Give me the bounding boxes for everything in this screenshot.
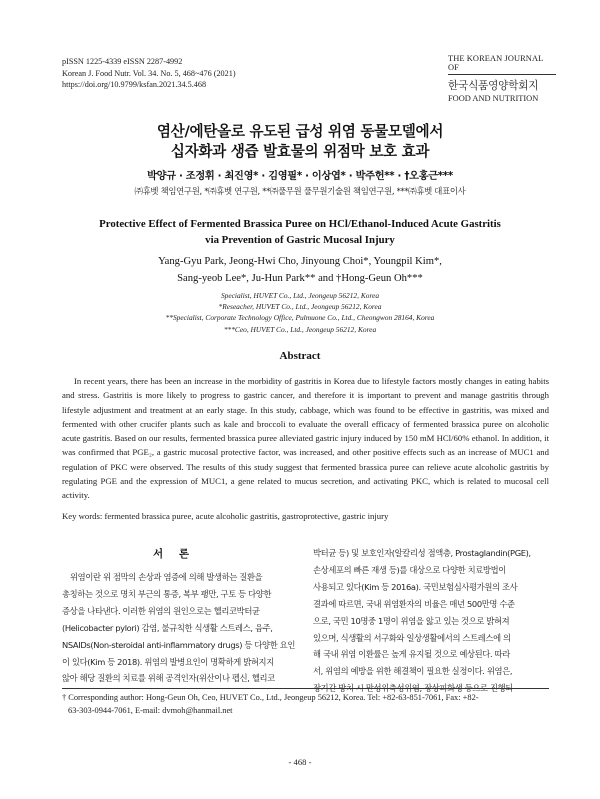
issn-line: pISSN 1225-4339 eISSN 2287-4992 (62, 57, 183, 66)
affiliation-line: Specialist, HUVET Co., Ltd., Jeongeup 56212, Korea (220, 291, 380, 300)
page-number: - 468 - (288, 757, 312, 767)
body-line: NSAIDs(Non-steroidal anti-inflammatory drugs) 등 다양한 요인 (62, 639, 295, 650)
introduction-left-column (62, 569, 297, 687)
english-authors (0, 253, 600, 287)
body-line: 결과에 따르면, 국내 위염환자의 비율은 매년 500만명 수준 (313, 598, 515, 609)
english-title (0, 216, 600, 248)
body-line: 서, 위염의 예방을 위한 해결책이 필요한 실정이다. 위염은, (313, 666, 513, 677)
journal-header-left (62, 56, 236, 91)
korean-authors: 박양규 · 조정휘 · 최진영* · 김영필* · 이상엽* · 박주헌** · †오홍근*** (147, 171, 453, 182)
introduction-right-column (313, 545, 551, 697)
korean-title-line2: 십자화과 생즙 발효물의 위점막 보호 효과 (170, 143, 430, 160)
body-line: 사용되고 있다(Kim 등 2016a). 국민보험심사평가원의 조사 (313, 581, 518, 592)
abstract-text: In recent years, there has been an increase in the morbidity of gastritis in Korea due to lifestyle factors mostly changes in eating habits and stress. Gastritis is more likely to progress to gastric cancer, and therefore it is important to prevent and manage gastritis through lifestyle adjustment and treatment at an early stage. In this study, cabbage, which was found to be effective in gastritis, was mixed and fermented with other crucifer plants such as kale and broccoli to evaluate the overall efficacy of fermented brassica puree on alcoholic acute gastritis. Based on our results, fermented brassica puree alleviated gastric injury induced by 150 mM HCl/60% ethanol. In addition, it was confirmed that PGE₂, a gastric mucosal protective factor, was increased, and other positive effects such as an increase of MUC1 and regulation of PKC were observed. The results of this study suggest that fermented brassica puree can relieve acute alcoholic gastritis by regulating PGE and the expression of MUC1, a gene related to mucus secretion, and activating PKC, which is related to mucosal cell activity. (62, 376, 549, 501)
introduction-heading: 서 론 (153, 548, 195, 560)
body-line: 않아 해당 질환의 치료를 위해 공격인자(위산이나 펩신, 헬리코 (62, 673, 275, 684)
korean-title-line1: 염산/에탄올로 유도된 급성 위염 동물모델에서 (156, 123, 444, 140)
journal-citation-line: Korean J. Food Nutr. Vol. 34. No. 5, 468~476 (2021) (62, 68, 236, 78)
body-line: 장기간 방치 시 만성위축성위염, 장상피화생 등으로 진행되 (313, 683, 513, 694)
abstract-body (62, 374, 549, 503)
english-title-line1: Protective Effect of Fermented Brassica Puree on HCl/Ethanol-Induced Acute Gastritis (99, 218, 501, 230)
abstract-heading: Abstract (279, 350, 321, 362)
korean-affiliation: ㈜휴벳 책임연구원, *㈜휴벳 연구원, **㈜풀무원 풀무원기술원 책임연구원, ***㈜휴벳 대표이사 (134, 186, 466, 196)
footnote-divider (62, 688, 549, 689)
english-affiliations (0, 290, 600, 335)
journal-name-top: THE KOREAN JOURNAL OF (448, 54, 556, 75)
body-line: 위염이란 위 점막의 손상과 염증에 의해 발생하는 질환을 (70, 572, 263, 582)
body-line: 박터균 등) 및 보호인자(알칼리성 점액층, Prostaglandin(PGE), (313, 548, 531, 558)
journal-name-bottom: FOOD AND NUTRITION (448, 94, 539, 103)
journal-name-korean: 한국식품영양학회지 (448, 80, 539, 92)
korean-title (0, 122, 600, 162)
corresponding-author-footnote (62, 691, 551, 717)
keywords: Key words: fermented brassica puree, acute alcoholic gastritis, gastroprotective, gastric injury (62, 511, 389, 521)
english-authors-line1: Yang-Gyu Park, Jeong-Hwi Cho, Jinyoung Choi*, Youngpil Kim*, (158, 256, 442, 267)
english-authors-line2: Sang-yeob Lee*, Ju-Hun Park** and †Hong-Geun Oh*** (177, 273, 423, 284)
body-line: 총칭하는 것으로 명치 부근의 통증, 복부 팽만, 구토 등 다양한 (62, 588, 272, 599)
journal-logo-block (448, 54, 556, 103)
body-line: 손상세포의 빠른 재생 등)를 대상으로 다양한 치료방법이 (313, 564, 506, 575)
body-line: (Helicobacter pylori) 감염, 불규칙한 식생활 스트레스, 음주, (62, 622, 273, 633)
doi-link[interactable]: https://doi.org/10.9799/ksfan.2021.34.5.468 (62, 80, 207, 89)
english-title-line2: via Prevention of Gastric Mucosal Injury (205, 234, 395, 246)
body-line: 증상을 나타낸다. 이러한 위염의 원인으로는 헬리코박터균 (62, 605, 260, 616)
body-line: 해 국내 위염 이환률은 높게 유지될 것으로 예상된다. 따라 (313, 649, 510, 660)
footnote-line2: 63-303-0944-7061, E-mail: dvmoh@hanmail.net (68, 706, 233, 715)
affiliation-line: *Reseacher, HUVET Co., Ltd., Jeongeup 56212, Korea (218, 302, 382, 312)
body-line: 이 있다(Kim 등 2018). 위염의 발병요인이 명확하게 밝혀지지 (62, 656, 274, 667)
body-line: 으로, 국민 10명중 1명이 위염을 앓고 있는 것으로 밝혀져 (313, 615, 510, 626)
affiliation-line: **Specialist, Corporate Technology Office, Pulmuone Co., Ltd., Cheongwon 28164, Korea (165, 313, 435, 323)
body-line: 있으며, 식생활의 서구화와 일상생활에서의 스트레스에 의 (313, 632, 511, 643)
footnote-line1: † Corresponding author: Hong-Geun Oh, Ceo, HUVET Co., Ltd., Jeongeup 56212, Korea. Tel: +82-63-851-7061, Fax: +82- (62, 693, 479, 702)
affiliation-line: ***Ceo, HUVET Co., Ltd., Jeongeup 56212, Korea (223, 324, 377, 334)
